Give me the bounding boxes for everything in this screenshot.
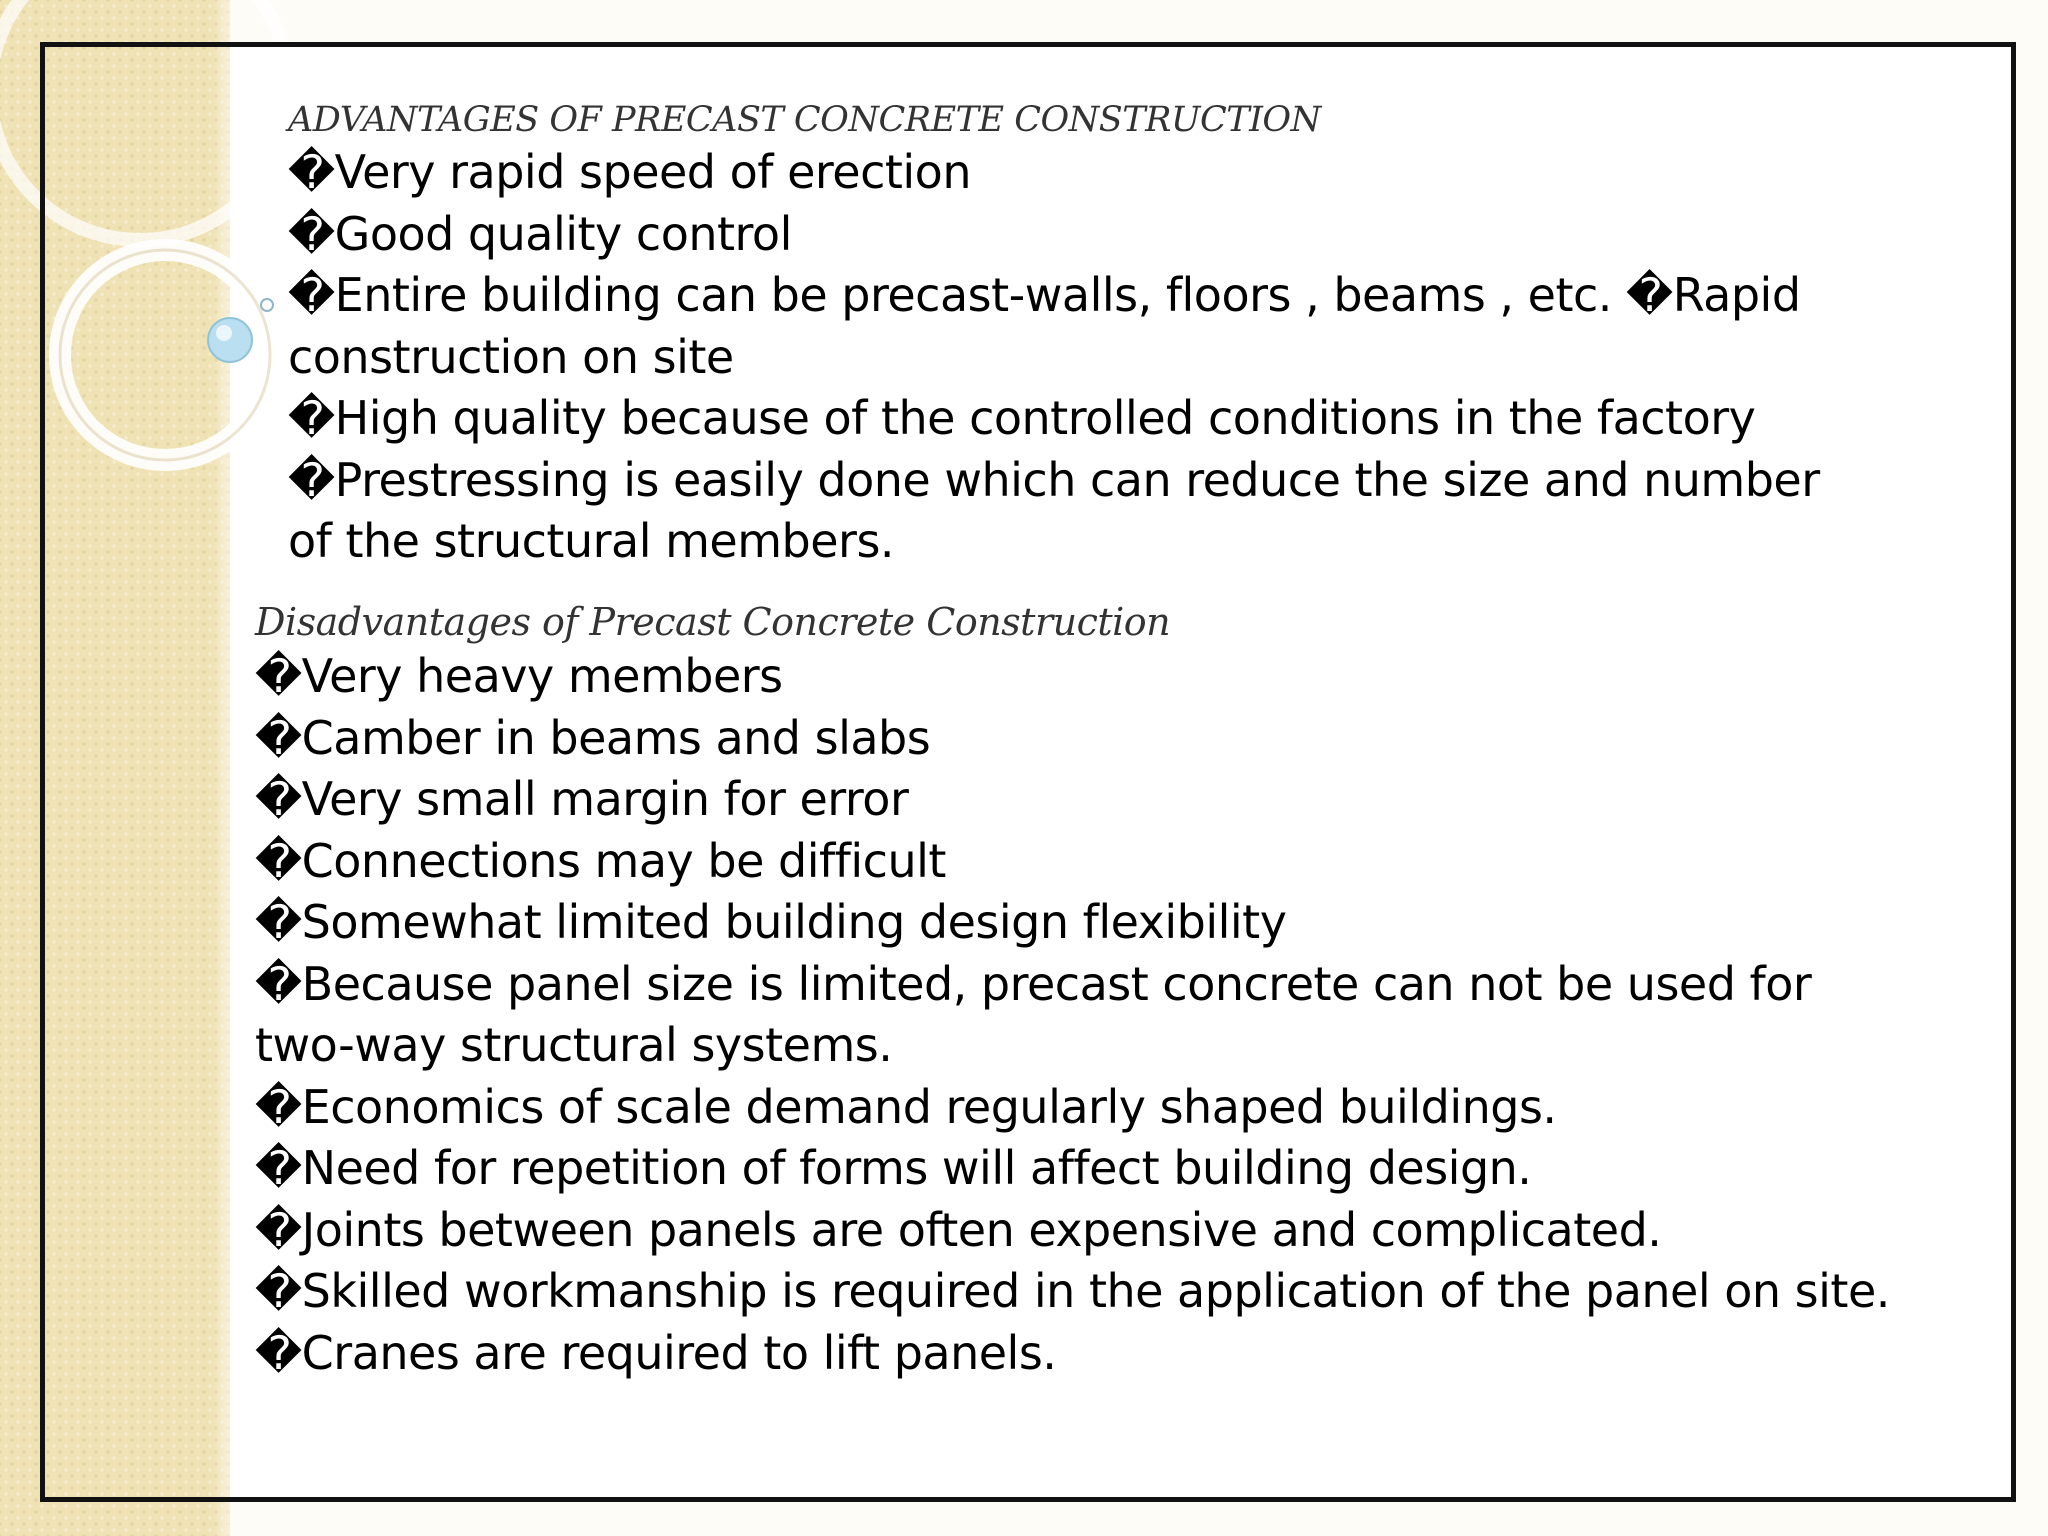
disadvantage-line: �Cranes are required to lift panels. — [255, 1325, 1057, 1380]
disadvantage-line: �Joints between panels are often expensive and complicated. — [255, 1202, 1662, 1257]
disadvantage-line: �Very heavy members — [255, 649, 783, 703]
advantage-line: �Very rapid speed of erection — [288, 145, 971, 199]
disadvantage-line: �Need for repetition of forms will affect building design. — [255, 1141, 1532, 1195]
disadvantage-line: two-way structural systems. — [255, 1018, 893, 1072]
advantage-line: construction on site — [288, 329, 734, 384]
advantage-line: �Entire building can be precast-walls, floors , beams , etc. �Rapid — [288, 268, 1801, 322]
advantages-heading: ADVANTAGES OF PRECAST CONCRETE CONSTRUCTION — [288, 100, 1321, 140]
disadvantages-list — [255, 646, 1995, 1384]
disadvantage-line: �Economics of scale demand regularly shaped buildings. — [255, 1079, 1557, 1134]
advantages-section — [288, 98, 1988, 573]
disadvantage-line: �Somewhat limited building design flexibility — [255, 895, 1287, 949]
disadvantage-line: �Very small margin for error — [255, 772, 909, 826]
advantage-line: �Prestressing is easily done which can reduce the size and number — [288, 452, 1820, 507]
advantage-line: �Good quality control — [288, 206, 792, 261]
disadvantage-line: �Because panel size is limited, precast concrete can not be used for — [255, 956, 1812, 1011]
bullet-circle-icon — [260, 298, 274, 312]
advantage-line: of the structural members. — [288, 514, 895, 568]
disadvantages-heading: Disadvantages of Precast Concrete Construction — [255, 600, 1171, 644]
advantages-list — [288, 142, 1988, 573]
disadvantage-line: �Camber in beams and slabs — [255, 710, 931, 765]
advantage-line: �High quality because of the controlled conditions in the factory — [288, 391, 1756, 445]
disadvantages-section — [255, 598, 1995, 1384]
disadvantage-line: �Skilled workmanship is required in the application of the panel on site. — [255, 1264, 1890, 1318]
disadvantage-line: �Connections may be difficult — [255, 833, 946, 888]
